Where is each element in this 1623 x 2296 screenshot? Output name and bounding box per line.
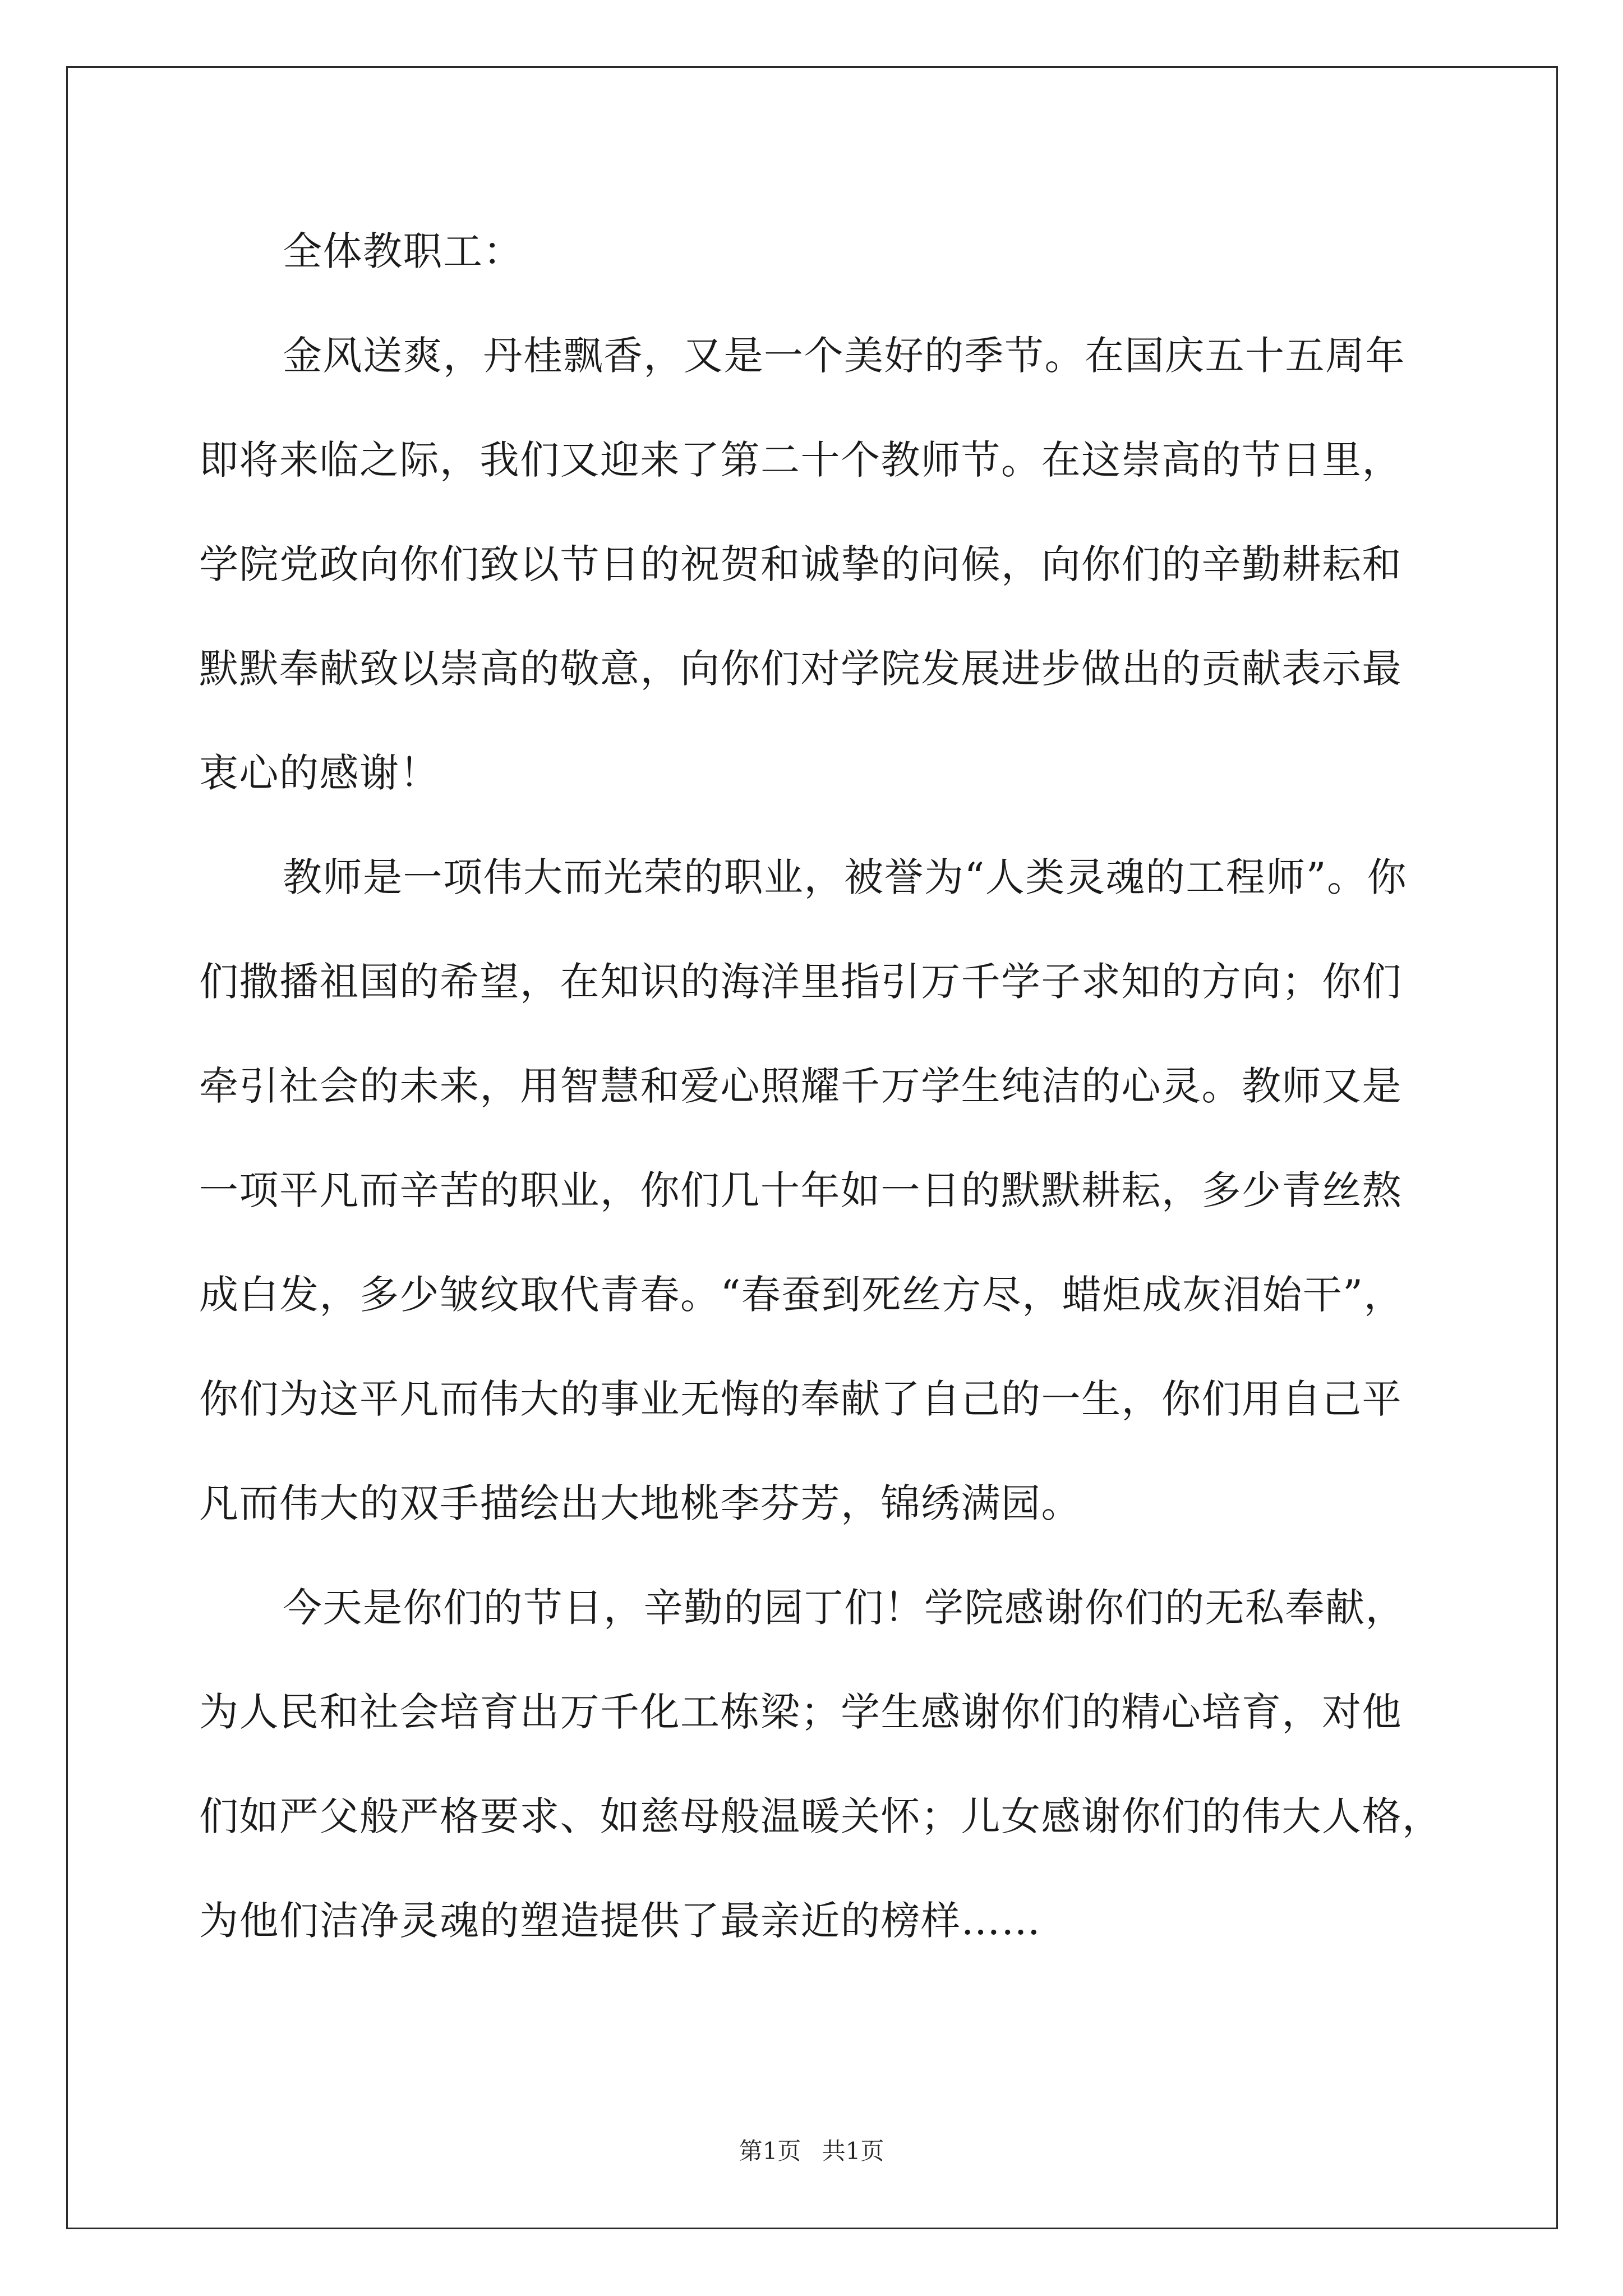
paragraph-line: 今天是你们的节日，辛勤的园丁们！学院感谢你们的无私奉献，: [283, 1585, 1405, 1631]
document-body: [199, 199, 1442, 1973]
paragraph-line: 学院党政向你们致以节日的祝贺和诚挚的问候，向你们的辛勤耕耘和: [199, 541, 1402, 587]
paragraph-2: [199, 825, 1433, 1556]
paragraph-line: 你们为这平凡而伟大的事业无悔的奉献了自己的一生，你们用自己平: [199, 1376, 1402, 1422]
paragraph-line: 教师是一项伟大而光荣的职业，被誉为“人类灵魂的工程师”。你: [283, 854, 1408, 900]
salutation: 全体教职工：: [283, 228, 523, 274]
paragraph-1: [199, 303, 1433, 825]
page-number: 第1页: [739, 2137, 801, 2165]
paragraph-line: 为他们洁净灵魂的塑造提供了最亲近的榜样……: [199, 1898, 1041, 1944]
paragraph-line: 为人民和社会培育出万千化工栋梁；学生感谢你们的精心培育，对他: [199, 1689, 1402, 1735]
page-footer: [0, 2133, 1623, 2166]
paragraph-line: 即将来临之际，我们又迎来了第二十个教师节。在这崇高的节日里，: [199, 437, 1402, 483]
paragraph-line: 牵引社会的未来，用智慧和爱心照耀千万学生纯洁的心灵。教师又是: [199, 1063, 1402, 1109]
paragraph-line: 金风送爽，丹桂飘香，又是一个美好的季节。在国庆五十五周年: [283, 333, 1405, 379]
paragraph-line: 衷心的感谢！: [199, 750, 440, 796]
paragraph-line: 默默奉献致以崇高的敬意，向你们对学院发展进步做出的贡献表示最: [199, 646, 1402, 692]
paragraph-line: 成白发，多少皱纹取代青春。“春蚕到死丝方尽，蜡炬成灰泪始干”，: [199, 1272, 1404, 1318]
page-total: 共1页: [822, 2137, 884, 2165]
paragraph-line: 们如严父般严格要求、如慈母般温暖关怀；儿女感谢你们的伟大人格，: [199, 1793, 1442, 1839]
paragraph-line: 一项平凡而辛苦的职业，你们几十年如一日的默默耕耘，多少青丝熬: [199, 1167, 1402, 1213]
paragraph-3: [199, 1556, 1442, 1973]
paragraph-line: 凡而伟大的双手描绘出大地桃李芬芳，锦绣满园。: [199, 1480, 1081, 1526]
paragraph-line: 们撒播祖国的希望，在知识的海洋里指引万千学子求知的方向；你们: [199, 959, 1402, 1005]
